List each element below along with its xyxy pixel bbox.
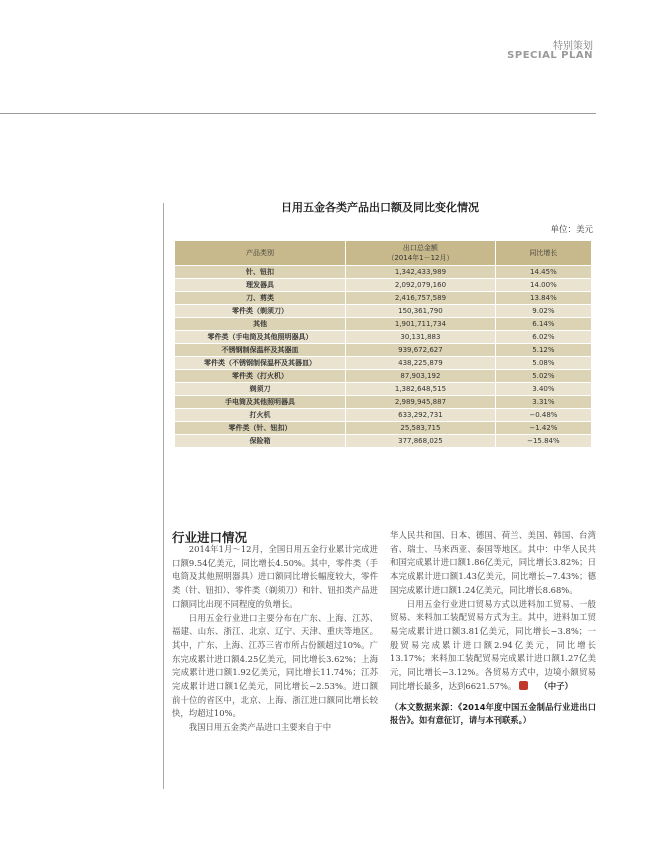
table-row bbox=[175, 396, 591, 409]
cell-category: 零件类（剃须刀） bbox=[175, 305, 346, 318]
table-row bbox=[175, 344, 591, 357]
cell-growth: −15.84% bbox=[495, 435, 591, 448]
table-row bbox=[175, 435, 591, 448]
cell-amount: 2,989,945,887 bbox=[346, 396, 496, 409]
cell-category: 手电筒及其他照明器具 bbox=[175, 396, 346, 409]
paragraph bbox=[390, 598, 596, 694]
cell-amount: 25,583,715 bbox=[346, 422, 496, 435]
cell-category: 零件类（打火机） bbox=[175, 370, 346, 383]
table-row bbox=[175, 279, 591, 292]
cell-amount: 30,131,883 bbox=[346, 331, 496, 344]
cell-amount: 87,903,192 bbox=[346, 370, 496, 383]
table-row bbox=[175, 422, 591, 435]
cell-growth: 3.31% bbox=[495, 396, 591, 409]
table-row bbox=[175, 266, 591, 279]
article-column-right bbox=[390, 529, 596, 727]
cell-growth: 14.00% bbox=[495, 279, 591, 292]
table-row bbox=[175, 331, 591, 344]
cell-growth: 6.02% bbox=[495, 331, 591, 344]
header-divider bbox=[0, 113, 596, 114]
section-label-en: SPECIAL PLAN bbox=[507, 50, 593, 61]
cell-growth: 6.14% bbox=[495, 318, 591, 331]
cell-category: 零件类（手电筒及其他照明器具） bbox=[175, 331, 346, 344]
paragraph: 日用五金行业进口主要分布在广东、上海、江苏、福建、山东、浙江、北京、辽宁、天津、重庆等地区。其中，广东、上海、江苏三省市所占份额超过10%。广东完成累计进口额4.25亿美元，同比增长3.62%；上海完成累计进口额1.92亿美元，同比增长11.74%；江苏完成累计进口额1亿美元，同比增长−2.53%。进口额前十位的省区中，北京、上海、浙江进口额同比增长较快，均超过10%。 bbox=[172, 612, 378, 719]
col-header-growth: 同比增长 bbox=[495, 241, 591, 266]
cell-amount: 1,382,648,515 bbox=[346, 383, 496, 396]
cell-growth: −0.48% bbox=[495, 409, 591, 422]
table-row bbox=[175, 318, 591, 331]
paragraph: 我国日用五金类产品进口主要来自于中 bbox=[188, 722, 332, 733]
cell-amount: 939,672,627 bbox=[346, 344, 496, 357]
cell-category: 保险箱 bbox=[175, 435, 346, 448]
section-heading: 行业进口情况 bbox=[172, 530, 248, 545]
cell-category: 刀、剪类 bbox=[175, 292, 346, 305]
cell-category: 打火机 bbox=[175, 409, 346, 422]
cell-category: 不锈钢制保温杯及其器皿 bbox=[175, 344, 346, 357]
table-row bbox=[175, 357, 591, 370]
end-mark-icon bbox=[519, 681, 528, 690]
cell-growth: −1.42% bbox=[495, 422, 591, 435]
cell-category: 其他 bbox=[175, 318, 346, 331]
cell-growth: 9.02% bbox=[495, 305, 591, 318]
cell-category: 零件类（不锈钢制保温杯及其器皿） bbox=[175, 357, 346, 370]
column-divider bbox=[163, 203, 164, 789]
cell-amount: 438,225,879 bbox=[346, 357, 496, 370]
cell-growth: 5.02% bbox=[495, 370, 591, 383]
table-row bbox=[175, 383, 591, 396]
cell-amount: 1,342,433,989 bbox=[346, 266, 496, 279]
col-header-category: 产品类别 bbox=[175, 241, 346, 266]
cell-amount: 2,092,079,160 bbox=[346, 279, 496, 292]
table-row bbox=[175, 292, 591, 305]
cell-growth: 5.12% bbox=[495, 344, 591, 357]
table-row bbox=[175, 370, 591, 383]
cell-category: 理发器具 bbox=[175, 279, 346, 292]
cell-amount: 2,416,757,589 bbox=[346, 292, 496, 305]
cell-amount: 377,868,025 bbox=[346, 435, 496, 448]
cell-category: 剃须刀 bbox=[175, 383, 346, 396]
table-title: 日用五金各类产品出口额及同比变化情况 bbox=[281, 201, 479, 214]
cell-category: 零件类（针、钮扣） bbox=[175, 422, 346, 435]
table-row bbox=[175, 305, 591, 318]
export-table bbox=[175, 241, 591, 447]
paragraph: 华人民共和国、日本、德国、荷兰、美国、韩国、台湾省、瑞士、马来西亚、泰国等地区。其中：中华人民共和国完成累计进口额1.86亿美元，同比增长3.82%；日本完成累计进口额1.43亿美元，同比增长−7.43%；德国完成累计进口额1.24亿美元，同比增长8.68%。 bbox=[390, 530, 596, 595]
table-body bbox=[175, 266, 591, 448]
col-header-amount: 出口总金额 （2014年1－12月） bbox=[346, 241, 496, 266]
table-row bbox=[175, 409, 591, 422]
table-header-row bbox=[175, 241, 591, 266]
paragraph-text: 日用五金行业进口贸易方式以进料加工贸易、一般贸易、来料加工装配贸易方式为主。其中，进料加工贸易完成累计进口额3.81亿美元，同比增长−3.8%；一般贸易完成累计进口额2.94亿美元，同比增长13.17%；来料加工装配贸易完成累计进口额1.27亿美元，同比增长−3.12%。各贸易方式中，边境小额贸易同比增长最多，达到6621.57%。 bbox=[390, 598, 596, 691]
source-note: （本文数据来源：《2014年度中国五金制品行业进出口报告》。如有意征订，请与本刊联系。） bbox=[390, 702, 596, 726]
cell-growth: 14.45% bbox=[495, 266, 591, 279]
cell-amount: 1,901,711,734 bbox=[346, 318, 496, 331]
cell-growth: 3.40% bbox=[495, 383, 591, 396]
cell-growth: 13.84% bbox=[495, 292, 591, 305]
author: （中子） bbox=[539, 680, 573, 691]
cell-amount: 150,361,790 bbox=[346, 305, 496, 318]
table-unit: 单位：美元 bbox=[550, 225, 593, 235]
section-label: 特别策划 bbox=[553, 41, 593, 52]
article-column-left bbox=[172, 543, 378, 735]
paragraph: 2014年1月～12月，全国日用五金行业累计完成进口额9.54亿美元，同比增长4.50%。其中，零件类（手电筒及其他照明器具）进口额同比增长幅度较大，零件类（针、钮扣）、零件类（剃须刀）和针、钮扣类产品进口额同比出现不同程度的负增长。 bbox=[172, 544, 378, 609]
cell-amount: 633,292,731 bbox=[346, 409, 496, 422]
cell-growth: 5.08% bbox=[495, 357, 591, 370]
cell-category: 针、钮扣 bbox=[175, 266, 346, 279]
